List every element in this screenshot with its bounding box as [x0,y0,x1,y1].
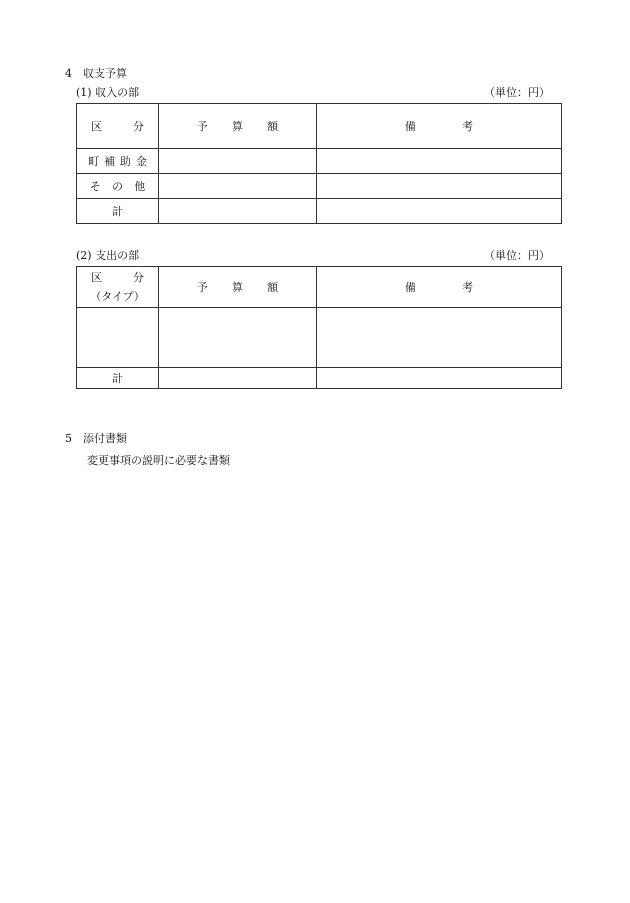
income-row-label: 町補助金 [77,149,159,174]
expense-header-category: 区 分 （タイプ） [77,267,159,308]
expense-total-remarks-cell[interactable] [317,368,562,389]
income-total-label: 計 [77,199,159,224]
expense-total-row [77,368,562,389]
expense-header-amount: 予算額 [159,267,317,308]
income-header-remarks: 備考 [317,104,562,149]
table-row [77,149,562,174]
expense-remarks-cell[interactable] [317,308,562,368]
income-total-amount-cell[interactable] [159,199,317,224]
income-total-row [77,199,562,224]
expense-unit-label: （単位：円） [484,249,550,262]
expense-header-remarks: 備考 [317,267,562,308]
income-remarks-cell[interactable] [317,149,562,174]
expense-total-label: 計 [77,368,159,389]
expense-type-cell[interactable] [77,308,159,368]
section-4-title: 4 収支予算 [65,67,127,80]
income-amount-cell[interactable] [159,174,317,199]
table-row [77,174,562,199]
expense-title: (2) 支出の部 [76,249,140,262]
expense-table [76,266,562,389]
section-5-body: 変更事項の説明に必要な書類 [87,454,230,467]
income-table [76,103,562,224]
income-header-amount: 予算額 [159,104,317,149]
income-row-label: そ の 他 [77,174,159,199]
income-unit-label: （単位：円） [484,86,550,99]
income-title: (1) 収入の部 [76,86,140,99]
income-header-row [77,104,562,149]
income-total-remarks-cell[interactable] [317,199,562,224]
income-remarks-cell[interactable] [317,174,562,199]
income-header-category: 区 分 [77,104,159,149]
expense-amount-cell[interactable] [159,308,317,368]
table-row [77,308,562,368]
income-amount-cell[interactable] [159,149,317,174]
section-5-title: 5 添付書類 [65,432,127,445]
expense-header-row [77,267,562,308]
expense-total-amount-cell[interactable] [159,368,317,389]
